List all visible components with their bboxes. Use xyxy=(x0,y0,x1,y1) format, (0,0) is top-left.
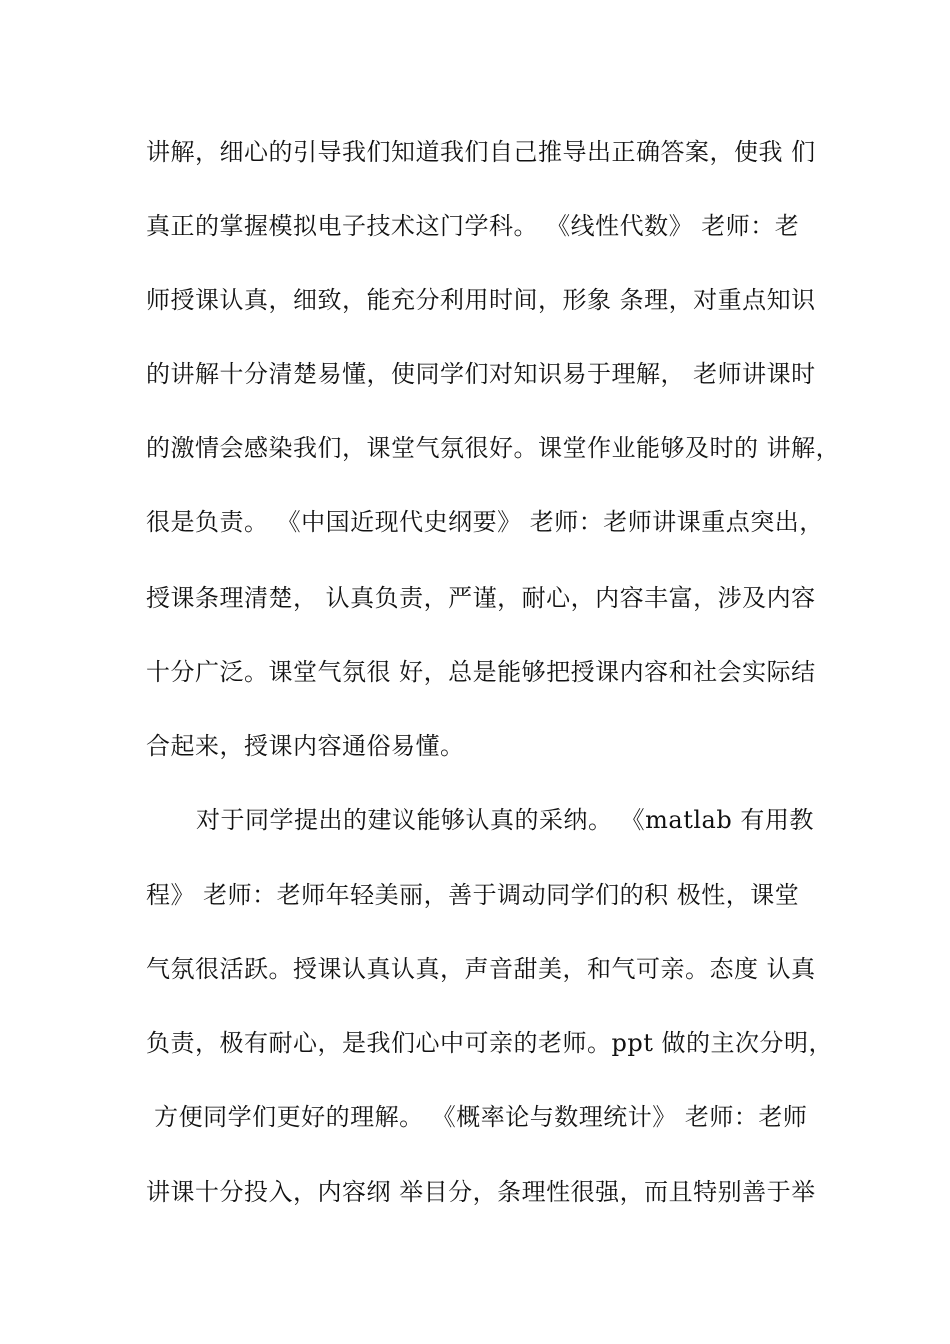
text-line-1: 讲解，细心的引导我们知道我们自己推导出正确答案，使我 们 xyxy=(146,138,816,166)
text-line-2: 真正的掌握模拟电子技术这门学科。 《线性代数》 老师：老 xyxy=(146,212,800,240)
text-line-14: 方便同学们更好的理解。 《概率论与数理统计》 老师：老师 xyxy=(146,1103,808,1131)
text-line-11: 程》 老师：老师年轻美丽，善于调动同学们的积 极性，课堂 xyxy=(146,881,800,909)
text-line-12: 气氛很活跃。授课认真认真，声音甜美，和气可亲。态度 认真 xyxy=(146,955,816,983)
text-line-4: 的讲解十分清楚易懂，使同学们对知识易于理解， 老师讲课时 xyxy=(146,360,816,388)
paragraph-start-line: 对于同学提出的建议能够认真的采纳。 《matlab 有用教 xyxy=(196,806,814,834)
text-line-13: 负责，极有耐心，是我们心中可亲的老师。ppt 做的主次分明， xyxy=(146,1029,833,1057)
text-line-8: 十分广泛。课堂气氛很 好，总是能够把授课内容和社会实际结 xyxy=(146,658,816,686)
text-line-15: 讲课十分投入，内容纲 举目分，条理性很强，而且特别善于举 xyxy=(146,1178,816,1206)
text-line-7: 授课条理清楚， 认真负责，严谨，耐心，内容丰富，涉及内容 xyxy=(146,584,816,612)
text-line-3: 师授课认真，细致，能充分利用时间，形象 条理，对重点知识 xyxy=(146,286,816,314)
text-line-6: 很是负责。 《中国近现代史纲要》 老师：老师讲课重点突出， xyxy=(146,508,824,536)
text-line-5: 的激情会感染我们，课堂气氛很好。课堂作业能够及时的 讲解， xyxy=(146,434,841,462)
text-line-9: 合起来，授课内容通俗易懂。 xyxy=(146,732,465,760)
